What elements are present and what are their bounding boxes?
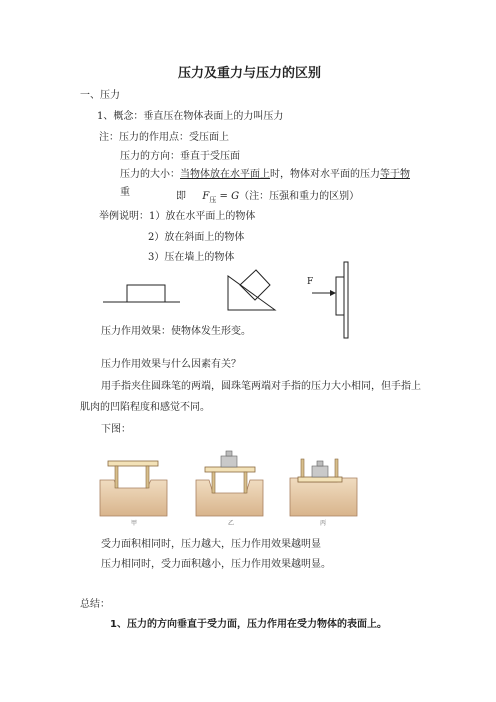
figure-jia	[100, 461, 167, 516]
figure-label-yi: 乙	[228, 520, 235, 527]
example-item-3: 3）压在墙上的物体	[148, 252, 235, 263]
magnitude-mid: 时，物体对水平面的压力	[270, 169, 380, 180]
formula-subscript: 压	[209, 196, 217, 204]
figure-label-bing: 丙	[320, 520, 327, 527]
below-label: 下图：	[101, 424, 131, 435]
concept-line: 1、概念：垂直压在物体表面上的力叫压力	[97, 111, 284, 122]
figure-yi	[196, 451, 263, 516]
magnitude-underlined-1: 当物体放在水平面上	[180, 169, 270, 180]
formula-g: G	[231, 191, 240, 202]
summary-point: 1、压力的方向垂直于受力面，压力作用在受力物体的表面上。	[110, 619, 387, 630]
paragraph-line-2: 肌肉的凹陷程度和感觉不同。	[80, 402, 210, 413]
formula-equals: =	[219, 191, 228, 202]
magnitude-underlined-2: 等于物	[380, 169, 410, 180]
example-item-2: 2）放在斜面上的物体	[148, 232, 245, 243]
section-heading: 一、压力	[80, 90, 120, 101]
formula-note: （注：压强和重力的区别）	[239, 191, 360, 202]
figure-label-jia: 甲	[131, 520, 138, 527]
examples-lead: 举例说明：	[99, 211, 149, 222]
summary-heading: 总结：	[80, 599, 110, 610]
magnitude-lead: 压力的大小：	[120, 169, 180, 180]
direction-line: 压力的方向：垂直于受压面	[120, 151, 240, 162]
force-label: F	[307, 277, 314, 287]
page-title: 压力及重力与压力的区别	[178, 66, 322, 81]
formula-f: F	[202, 191, 210, 202]
conclusion-line-2: 压力相同时，受力面积越小，压力作用效果越明显。	[101, 559, 331, 570]
figure-bing	[290, 459, 357, 516]
conclusion-line-1: 受力面积相同时，压力越大，压力作用效果越明显	[101, 539, 321, 550]
question-line: 压力作用效果与什么因素有关？	[101, 359, 241, 370]
effect-line: 压力作用效果：使物体发生形变。	[101, 326, 251, 337]
note-point-line: 注：压力的作用点：受压面上	[99, 132, 229, 143]
example-item-1: 1）放在水平面上的物体	[149, 211, 256, 222]
formula-lead: 即	[176, 191, 186, 202]
paragraph-line-1: 用手指夹住圆珠笔的两端，圆珠笔两端对手指的压力大小相同，但手指上	[101, 381, 421, 392]
magnitude-tail: 重	[120, 187, 130, 198]
